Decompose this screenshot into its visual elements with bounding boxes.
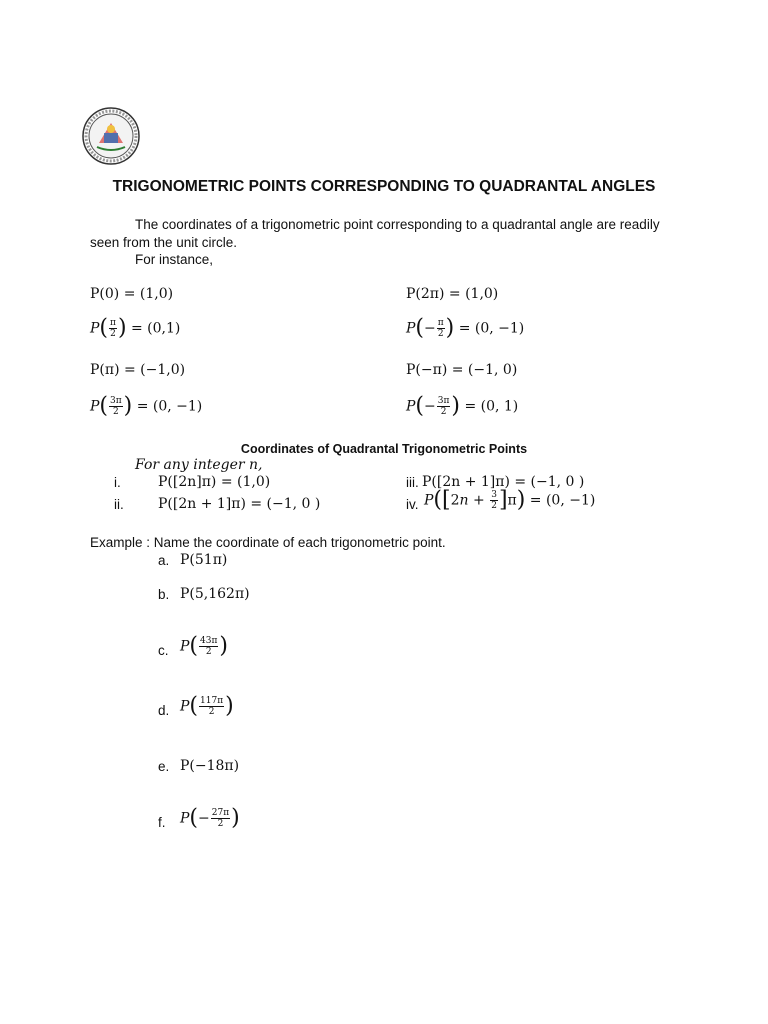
example-p-neg-pi-over-2-rhs: = (0, −1) — [458, 320, 525, 337]
example-p-3pi-over-2-rhs: = (0, −1) — [136, 398, 203, 415]
example-p-neg-pi: P(−π) = (−1, 0) — [406, 362, 518, 378]
rule-iv-label: iv. — [406, 497, 419, 512]
rule-iv-rhs: = (0, −1) — [529, 492, 596, 509]
item-c-label: c. — [158, 643, 169, 658]
item-d-label: d. — [158, 703, 170, 718]
rule-i-formula: P([2n]π) = (1,0) — [158, 474, 271, 490]
item-f-expr: P(− $\frac{27\pi}{2}$ ) — [180, 805, 240, 831]
item-c-numerator: 43π — [200, 636, 218, 646]
item-d-numerator: 117π — [200, 696, 224, 706]
item-d-expr: P( $\frac{117\pi}{2}$ ) — [180, 693, 234, 719]
item-e-label: e. — [158, 759, 170, 774]
item-a-expr: P(51π) — [180, 552, 228, 568]
example-p-two-pi: P(2π) = (1,0) — [406, 286, 499, 302]
rule-ii-formula: P([2n + 1]π) = (−1, 0 ) — [158, 496, 321, 512]
example-p-pi-over-2: P( $\frac{\pi}{2}$ ) = (0,1) — [90, 315, 181, 341]
item-e-expr: P(−18π) — [180, 758, 240, 774]
page-title: TRIGONOMETRIC POINTS CORRESPONDING TO QUADRANTAL ANGLES — [112, 178, 656, 195]
intro-line-3: For instance, — [135, 252, 214, 267]
item-c-denominator: 2 — [205, 647, 212, 657]
rule-iv-formula: P([2n + $\frac{3}{2}$ ]π) = (0, −1) — [424, 487, 596, 513]
item-f-denominator: 2 — [217, 819, 224, 829]
example-p-pi: P(π) = (−1,0) — [90, 362, 186, 378]
intro-line-2: seen from the unit circle. — [90, 235, 238, 250]
exercise-prompt: Example : Name the coordinate of each trigonometric point. — [90, 535, 446, 550]
rule-ii-label: ii. — [114, 497, 124, 512]
rule-iii-formula: P([2n + 1]π) = (−1, 0 ) — [422, 474, 585, 490]
item-d-denominator: 2 — [208, 707, 215, 717]
item-a-label: a. — [158, 553, 170, 568]
item-f-numerator: 27π — [211, 808, 230, 818]
intro-line-1: The coordinates of a trigonometric point corresponding to a quadrantal angle are readily — [135, 217, 660, 232]
example-p-pi-over-2-rhs: = (0,1) — [130, 320, 181, 337]
coords-condition: For any integer n, — [135, 457, 263, 473]
item-c-expr: P( $\frac{43\pi}{2}$ ) — [180, 633, 228, 659]
item-b-label: b. — [158, 587, 170, 602]
item-f-label: f. — [158, 815, 166, 830]
school-seal-logo — [82, 107, 140, 165]
example-p-3pi-over-2: P( $\frac{3\pi}{2}$ ) = (0, −1) — [90, 393, 203, 419]
rule-iii-label: iii. — [406, 475, 419, 490]
example-p-neg-3pi-over-2: P(− $\frac{3\pi}{2}$ ) = (0, 1) — [406, 393, 519, 419]
item-b-expr: P(5,162π) — [180, 586, 250, 602]
example-p-neg-3pi-over-2-rhs: = (0, 1) — [464, 398, 519, 415]
example-p-neg-pi-over-2: P(− $\frac{\pi}{2}$ ) = (0, −1) — [406, 315, 525, 341]
example-p-zero: P(0) = (1,0) — [90, 286, 174, 302]
coords-heading: Coordinates of Quadrantal Trigonometric Points — [240, 442, 528, 456]
rule-i-label: i. — [114, 475, 121, 490]
